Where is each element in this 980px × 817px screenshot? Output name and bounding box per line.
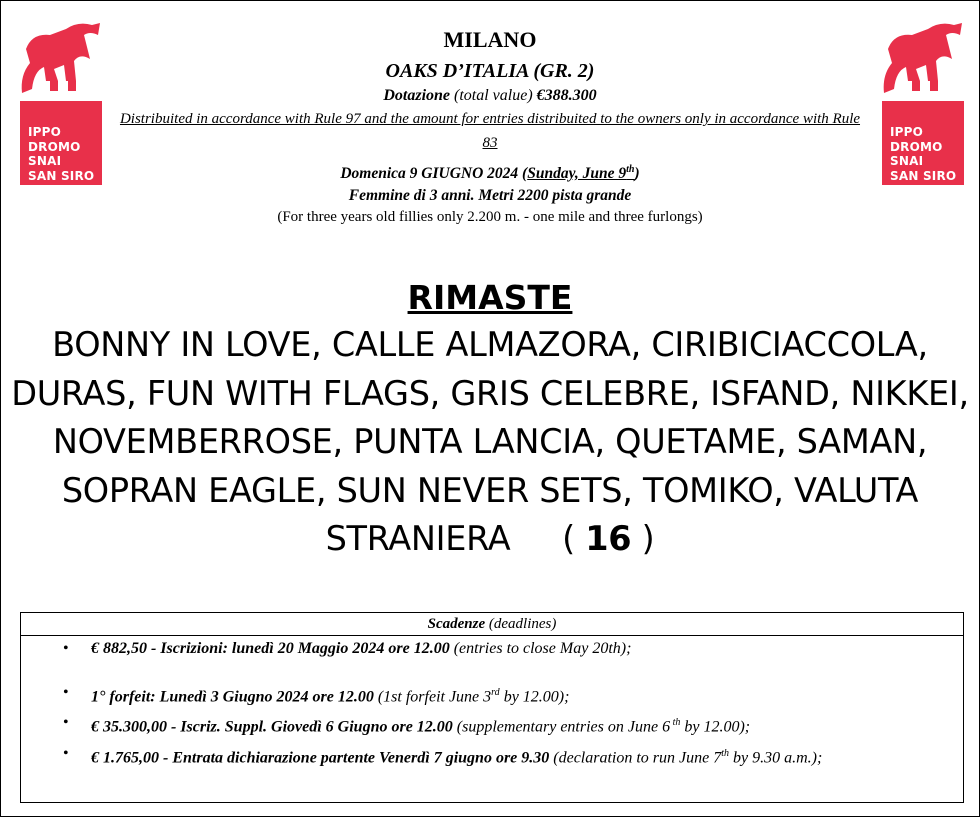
ippodromo-logo-left: [20, 19, 102, 185]
city-title: MILANO: [443, 27, 537, 52]
remaining-horses-list: BONNY IN LOVE, CALLE ALMAZORA, CIRIBICIACCOLA, DURAS, FUN WITH FLAGS, GRIS CELEBRE, ISFAND, NIKKEI, NOVEMBERROSE, PUNTA LANCIA, QUETAME, SAMAN, SOPRAN EAGLE, SUN NEVER SETS, TOMIKO, VALUTA STRANIERA ( 16 ): [11, 325, 969, 558]
horse-icon: [882, 19, 964, 109]
deadline-item: • 1° forfeit: Lunedì 3 Giugno 2024 ore 12.00 (1st forfeit June 3rd by 12.00);: [21, 680, 963, 710]
spacer: [21, 662, 963, 680]
horse-count: 16: [585, 519, 632, 558]
date-block: [111, 159, 869, 227]
horse-names: BONNY IN LOVE, CALLE ALMAZORA, CIRIBICIACCOLA, DURAS, FUN WITH FLAGS, GRIS CELEBRE, ISFAND, NIKKEI, NOVEMBERROSE, PUNTA LANCIA, QUETAME, SAMAN, SOPRAN EAGLE, SUN NEVER SETS, TOMIKO, VALUTA STRANIERA: [11, 325, 969, 558]
deadline-item: • € 35.300,00 - Iscriz. Suppl. Giovedì 6 Giugno ore 12.00 (supplementary entries on June 6 $^{th}$ by 12.00);: [21, 710, 963, 740]
horse-icon: [20, 19, 102, 109]
deadlines-box: [20, 612, 964, 803]
ippodromo-logo-right: [882, 19, 964, 185]
race-header: [111, 25, 869, 227]
rimaste-title: RIMASTE: [407, 278, 573, 317]
deadline-item: • € 882,50 - Iscrizioni: lunedì 20 Maggio 2024 ore 12.00 (entries to close May 20th);: [21, 636, 963, 662]
race-date: Domenica 9 GIUGNO 2024 (Sunday, June 9th): [340, 164, 640, 183]
rule-note: Distribuited in accordance with Rule 97 and the amount for entries distribuited to the owners only in accordance with Rule 83: [119, 111, 861, 151]
logo-label: IPPO DROMO SNAI SAN SIRO: [28, 125, 95, 183]
logo-label: IPPO DROMO SNAI SAN SIRO: [890, 125, 957, 183]
race-title: OAKS D’ITALIA (GR. 2): [385, 60, 595, 82]
deadlines-list: [21, 636, 963, 771]
race-conditions: Femmine di 3 anni. Metri 2200 pista grande: [348, 187, 632, 205]
race-conditions-en: (For three years old fillies only 2.200 m. - one mile and three furlongs): [277, 209, 703, 226]
deadlines-title: Scadenze (deadlines): [21, 613, 963, 636]
deadline-item: • € 1.765,00 - Entrata dichiarazione partente Venerdì 7 giugno ore 9.30 (declaration to run June 7th by 9.30 a.m.);: [21, 741, 963, 771]
prize-line: Dotazione (total value) €388.300: [383, 87, 597, 104]
